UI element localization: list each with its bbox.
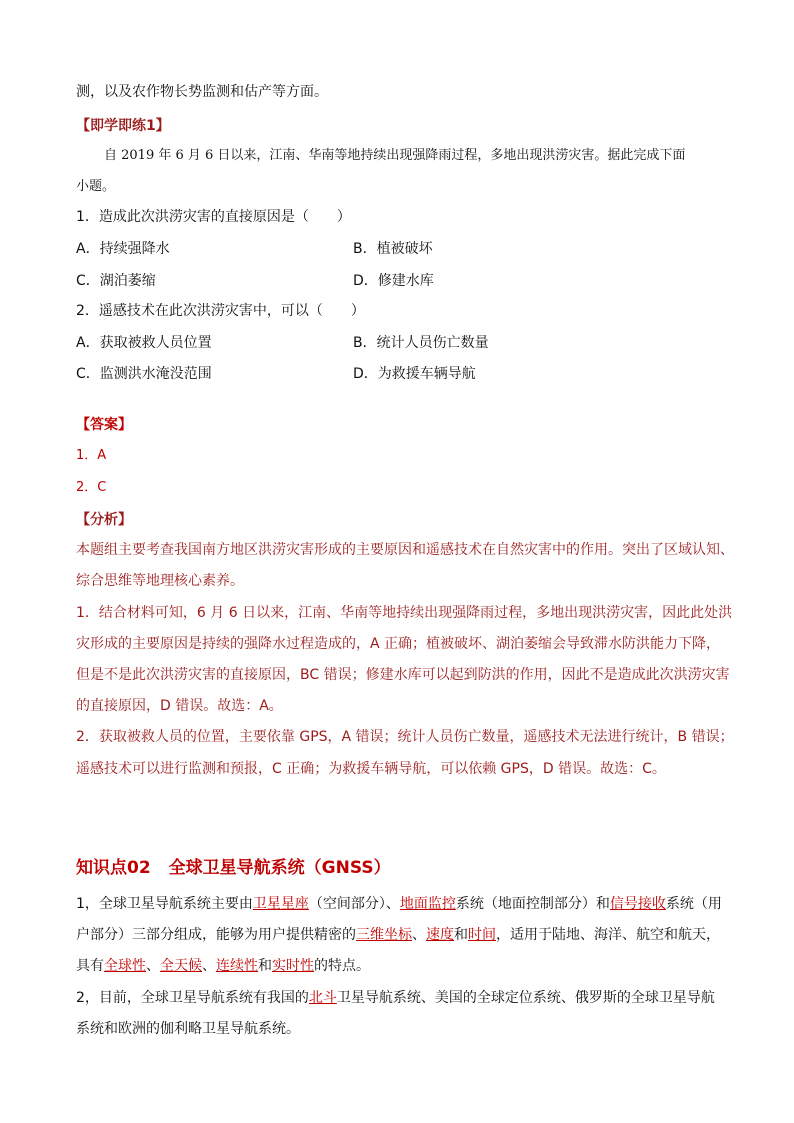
- analysis-p1-line2: 灾形成的主要原因是持续的强降水过程造成的，A 正确；植被破坏、湖泊萎缩会导致滞水防洪能力下降，: [76, 636, 721, 652]
- p1-text: 系统（用: [665, 896, 722, 912]
- keyword-speed: 速度: [426, 927, 454, 943]
- q2-option-c: C．监测洪水淹没范围: [76, 366, 212, 382]
- p1-text: 具有: [76, 958, 104, 974]
- practice-label: 【即学即练1】: [76, 118, 170, 134]
- keyword-signal-receiving: 信号接收: [609, 896, 666, 912]
- q2-option-b: B．统计人员伤亡数量: [353, 335, 489, 351]
- p1-text: 和: [454, 927, 468, 943]
- analysis-p1-line1: 1．结合材料可知，6 月 6 日以来，江南、华南等地持续出现强降雨过程，多地出现洪涝灾害，因此此处洪: [76, 605, 733, 621]
- q2-option-a: A．获取被救人员位置: [76, 335, 212, 351]
- keyword-real-time: 实时性: [272, 958, 314, 974]
- practice-stem-line2: 小题。: [76, 179, 116, 194]
- p1-text: 、: [412, 927, 426, 943]
- q1-option-b: B．植被破坏: [353, 241, 433, 257]
- keyword-global: 全球性: [104, 958, 146, 974]
- q2-option-d: D．为救援车辆导航: [353, 366, 476, 382]
- keyword-satellite-constellation: 卫星星座: [252, 896, 309, 912]
- p1-text: ，适用于陆地、海洋、航空和航天，: [496, 927, 720, 943]
- p1-text: 和: [258, 958, 272, 974]
- analysis-p1-line3: 但是不是此次洪涝灾害的直接原因，BC 错误；修建水库可以起到防洪的作用，因此不是造成此次洪涝灾害: [76, 667, 730, 683]
- section-title: 全球卫星导航系统（GNSS）: [168, 858, 391, 878]
- p2-text: 2，目前，全球卫星导航系统有我国的: [76, 990, 309, 1006]
- q1-option-c: C．湖泊萎缩: [76, 273, 156, 289]
- p1-text: 、: [146, 958, 160, 974]
- intro-tail: 测，以及农作物长势监测和估产等方面。: [76, 84, 328, 100]
- analysis-intro-line2: 综合思维等地理核心素养。: [76, 573, 244, 589]
- analysis-label: 【分析】: [76, 512, 132, 528]
- keyword-ground-monitoring: 地面监控: [399, 896, 456, 912]
- answer-label: 【答案】: [76, 417, 132, 433]
- p1-text: 、: [202, 958, 216, 974]
- question-1: 1．造成此次洪涝灾害的直接原因是（ ）: [76, 209, 351, 225]
- p1-text: 的特点。: [314, 958, 370, 974]
- analysis-p2-line2: 遥感技术可以进行监测和预报，C 正确；为救援车辆导航，可以依赖 GPS，D 错误。故选：C。: [76, 761, 666, 777]
- section-number: 知识点02: [76, 858, 151, 878]
- gnss-paragraph-1: [76, 889, 726, 982]
- p1-text: 1，全球卫星导航系统主要由: [76, 896, 253, 912]
- analysis-p2-line1: 2．获取被救人员的位置，主要依靠 GPS，A 错误；统计人员伤亡数量，遥感技术无法进行统计，B 错误；: [76, 729, 734, 745]
- keyword-time: 时间: [468, 927, 496, 943]
- answer-2: 2．C: [76, 480, 107, 495]
- p1-text: 户部分）三部分组成，能够为用户提供精密的: [76, 927, 356, 943]
- analysis-p1-line4: 的直接原因，D 错误。故选：A。: [76, 698, 283, 714]
- p2-text: 卫星导航系统、美国的全球定位系统、俄罗斯的全球卫星导航: [336, 990, 715, 1006]
- section-heading: [76, 853, 409, 878]
- keyword-continuity: 连续性: [216, 958, 258, 974]
- p2-text: 系统和欧洲的伽利略卫星导航系统。: [76, 1021, 300, 1037]
- p1-text: 系统（地面控制部分）和: [455, 896, 610, 912]
- answer-1: 1．A: [76, 448, 107, 463]
- q1-option-a: A．持续强降水: [76, 241, 170, 257]
- keyword-beidou: 北斗: [308, 990, 337, 1006]
- practice-stem-line1: 自 2019 年 6 月 6 日以来，江南、华南等地持续出现强降雨过程，多地出现洪涝灾害。据此完成下面: [104, 148, 686, 163]
- question-2: 2．遥感技术在此次洪涝灾害中，可以（ ）: [76, 303, 365, 319]
- keyword-3d-coordinates: 三维坐标: [356, 927, 412, 943]
- q1-option-d: D．修建水库: [353, 273, 434, 289]
- gnss-paragraph-2: [76, 983, 726, 1045]
- keyword-all-weather: 全天候: [160, 958, 202, 974]
- analysis-intro-line1: 本题组主要考查我国南方地区洪涝灾害形成的主要原因和遥感技术在自然灾害中的作用。突出了区域认知、: [76, 542, 734, 558]
- p1-text: （空间部分）、: [308, 896, 400, 912]
